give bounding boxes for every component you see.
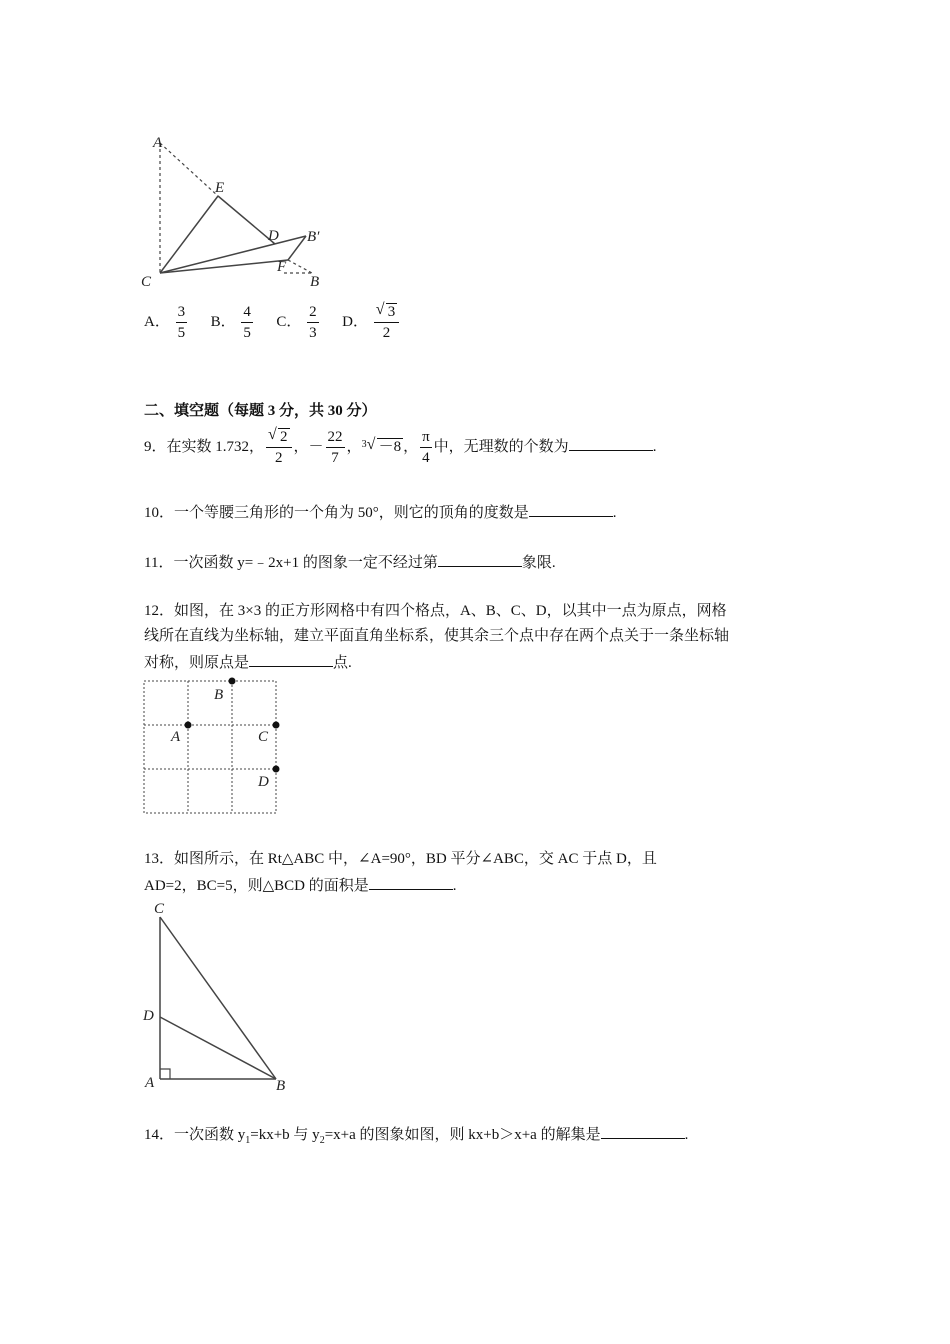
answer-blank[interactable] xyxy=(249,650,333,667)
rt-label-d: D xyxy=(143,1008,154,1024)
segment-bd xyxy=(160,1017,276,1079)
grid-label-d: D xyxy=(258,774,269,790)
question-10: 10．一个等腰三角形的一个角为 50°，则它的顶角的度数是 . xyxy=(144,500,617,524)
right-triangle-figure xyxy=(136,897,306,1097)
fraction-22-over-7: $\frac{22}{7}$ xyxy=(327,429,343,467)
label-e: E xyxy=(215,180,225,196)
point-c xyxy=(273,722,280,729)
option-a-label: A． xyxy=(144,314,170,330)
fold-triangle-figure xyxy=(136,130,336,295)
answer-blank[interactable] xyxy=(569,434,653,451)
label-a: A xyxy=(153,135,163,151)
right-angle-mark xyxy=(160,1069,170,1079)
rt-label-a: A xyxy=(145,1075,155,1091)
label-b-prime: B′ xyxy=(307,229,320,245)
label-c: C xyxy=(141,274,152,290)
point-b xyxy=(229,678,236,685)
line-ce xyxy=(160,196,218,273)
question-14: 14．一次函数 $y_1=kx+b$ 与 $y_2=x+a$ 的图象如图，则 kx+b＞x+a 的解集是 . xyxy=(144,1122,688,1152)
line-fb xyxy=(288,260,312,273)
option-c-label: C． xyxy=(276,314,302,330)
grid-label-a: A xyxy=(171,729,181,745)
option-d-label: D． xyxy=(342,314,368,330)
rt-label-b: B xyxy=(276,1078,286,1094)
fraction-sqrt2-over-2: √ 2 2 xyxy=(266,427,292,468)
label-f: F xyxy=(277,259,287,275)
line-ae xyxy=(160,143,218,196)
line-ed xyxy=(218,196,275,244)
answer-blank[interactable] xyxy=(529,500,613,517)
answer-blank[interactable] xyxy=(369,873,453,890)
q8-options xyxy=(144,300,401,344)
label-d: D xyxy=(268,228,279,244)
point-d xyxy=(273,766,280,773)
grid-label-c: C xyxy=(258,729,269,745)
grid-label-b: B xyxy=(214,687,224,703)
question-13-line-2: AD=2，BC=5，则△BCD 的面积是 . xyxy=(144,873,456,897)
question-12-line-1: 12．如图，在 3×3 的正方形网格中有四个格点，A、B、C、D，以其中一点为原点，网格 xyxy=(144,603,727,619)
option-a-fraction: $\frac{3}{5}$ xyxy=(177,304,186,342)
question-13-line-1: 13．如图所示，在 Rt△ABC 中，∠A=90°，BD 平分∠ABC，交 AC 于点 D，且 xyxy=(144,851,657,867)
option-b-label: B． xyxy=(210,314,236,330)
sqrt-sign: √ 3 xyxy=(375,301,396,321)
label-b: B xyxy=(310,274,320,290)
fraction-pi-over-4: $\frac{\pi}{4}$ xyxy=(422,429,430,467)
question-12-line-3: 对称，则原点是 点. xyxy=(144,650,352,674)
point-a xyxy=(185,722,192,729)
section-title: 二、填空题（每题 3 分，共 30 分） xyxy=(144,403,377,419)
question-9: 9．在实数 1.732， √ 2 2 ，－ $\frac{22}{7}$ ，$^3$ √ －8 ， $\frac{\pi}{4}$ 中，无理数的个数为 . xyxy=(144,426,657,467)
question-12-line-2: 线所在直线为坐标轴，建立平面直角坐标系，使其余三个点中存在两个点关于一条坐标轴 xyxy=(144,628,730,644)
grid-figure xyxy=(138,675,288,820)
rt-label-c: C xyxy=(154,901,165,917)
line-cf xyxy=(160,260,288,273)
option-b-fraction: $\frac{4}{5}$ xyxy=(243,304,251,342)
cube-root: $^3$ √ －8 xyxy=(361,436,402,455)
option-d-fraction: √ 3 2 xyxy=(374,302,400,343)
answer-blank[interactable] xyxy=(438,550,522,567)
answer-blank[interactable] xyxy=(601,1122,685,1139)
question-11: 11．一次函数 y=﹣2x+1 的图象一定不经过第 象限. xyxy=(144,550,556,574)
side-bc xyxy=(160,917,276,1079)
option-c-fraction: $\frac{2}{3}$ xyxy=(309,304,317,342)
